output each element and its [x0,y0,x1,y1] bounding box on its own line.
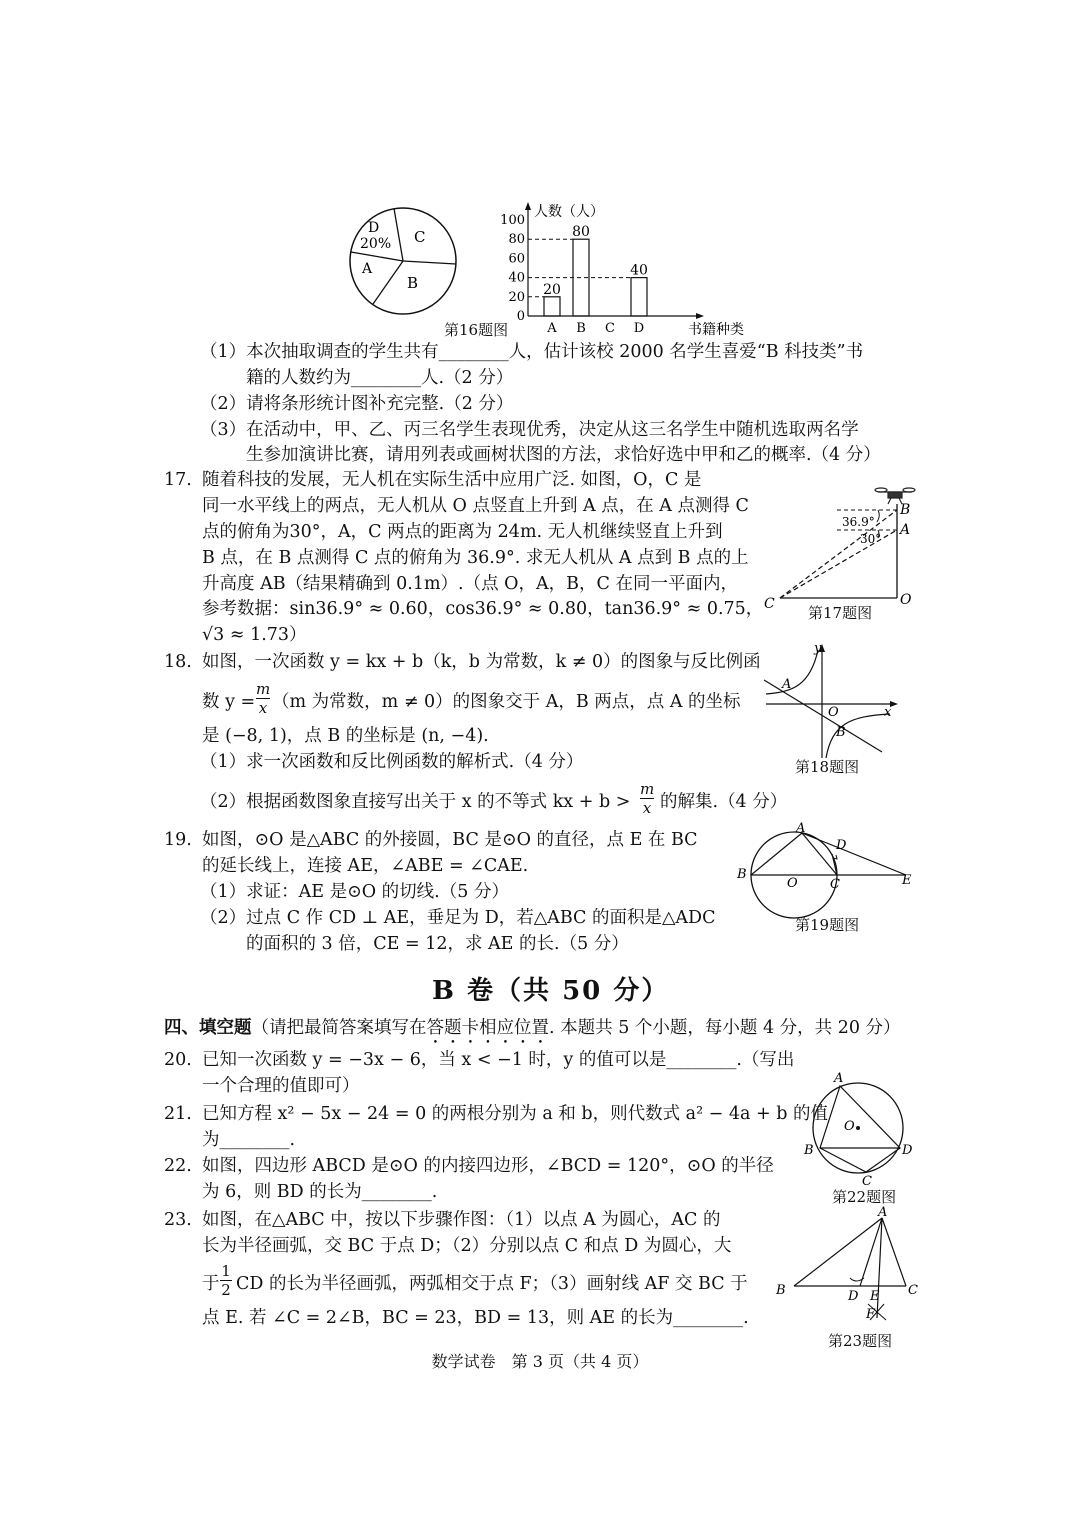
q17-line: B 点，在 B 点测得 C 点的俯角为 36.9°. 求无人机从 A 点到 B 点的上 [202,548,749,568]
fig17-label-a: A [900,522,911,538]
fig23-caption: 第23题图 [828,1332,893,1350]
y-tick-label: 60 [508,251,525,267]
q21-number: 21. [164,1104,192,1124]
bar-value-label: 80 [572,224,590,241]
page-footer: 数学试卷 第 3 页（共 4 页） [431,1352,649,1371]
fig19-circle-diagram [734,820,924,920]
fig17-label-angle2: 30° [860,532,882,546]
q19-line1: 如图，⊙O 是△ABC 的外接圆，BC 是⊙O 的直径，点 E 在 BC [202,830,698,850]
fig17-label-c: C [764,596,775,612]
fig23-construction-diagram [772,1205,922,1332]
pie-label-d: D [368,220,380,236]
x-axis-label: 书籍种类 [688,322,744,338]
fraction-numerator: 1 [221,1262,231,1280]
q23-line3-end: CD 的长为半径画弧，两弧相交于点 F；（3）画射线 AF 交 BC 于 [236,1274,748,1294]
q16-part1-line2: 籍的人数约为________人.（2 分） [246,368,514,388]
fig22-label-b: B [804,1143,814,1158]
fig18-label-b: B [836,725,846,740]
q17-line: 随着科技的发展，无人机在实际生活中应用广泛. 如图，O，C 是 [202,470,702,490]
q23-line2: 长为半径画弧，交 BC 于点 D；（2）分别以点 C 和点 D 为圆心，大 [202,1236,732,1256]
fig19-caption: 第19题图 [795,916,860,934]
q17-line: 参考数据：sin36.9° ≈ 0.60，cos36.9° ≈ 0.80，tan36.9° ≈ 0.75， [202,599,764,619]
q18-part2-start: （2）根据函数图象直接写出关于 x 的不等式 kx + b > [200,792,631,812]
q16-part2: （2）请将条形统计图补充完整.（2 分） [200,394,514,414]
q23-fraction [220,1262,232,1299]
y-tick-label: 80 [508,232,525,248]
q19-line2: 的延长线上，连接 AE，∠ABE = ∠CAE. [202,856,529,876]
q20-number: 20. [164,1050,192,1070]
bar-value-label: 20 [543,281,561,298]
q21-line2: 为________. [202,1130,296,1150]
fig19-label-b: B [737,867,747,882]
fraction-denominator: 2 [221,1281,231,1299]
q22-number: 22. [164,1156,192,1176]
q17-line: √3 ≈ 1.73） [202,625,307,645]
x-tick-label: C [605,321,615,336]
part4-pre: （请把最简答案填写在 [251,1018,427,1038]
q17-line: 升高度 AB（结果精确到 0.1m）.（点 O，A，B，C 在同一平面内， [202,574,738,594]
fig22-label-c: C [862,1174,872,1189]
fraction-numerator: m [256,680,271,698]
fig22-label-d: D [902,1143,913,1158]
bar [544,297,560,316]
fig23-label-d: D [848,1289,859,1304]
fig17-label-b: B [900,502,911,518]
fig19-label-c: C [830,877,840,892]
pie-label-a: A [362,261,373,277]
q16-part3-line2: 生参加演讲比赛，请用列表或画树状图的方法，求恰好选中甲和乙的概率.（4 分） [246,445,881,465]
q16-part1-line1: （1）本次抽取调查的学生共有________人，估计该校 2000 名学生喜爱“B 科技类”书 [200,342,864,362]
q23-line3-start: 于 [202,1274,220,1294]
fraction-denominator: x [258,699,268,717]
q19-part2-line1: （2）过点 C 作 CD ⊥ AE，垂足为 D，若△ABC 的面积是△ADC [200,908,716,928]
fig17-label-o: O [900,592,912,608]
fig19-label-o: O [787,876,798,891]
part4-instructions [164,1016,901,1048]
q18-fraction-2 [640,780,654,817]
fig22-label-a: A [834,1071,844,1086]
q20-line1: 已知一次函数 y = −3x − 6，当 x < −1 时，y 的值可以是________.（写出 [202,1050,795,1070]
q18-line1: 如图，一次函数 y = kx + b（k，b 为常数，k ≠ 0）的图象与反比例函 [202,652,761,672]
fig16-bar-chart [498,198,744,340]
pie-label-pct: 20% [360,236,392,252]
x-axis-arrow [696,313,704,319]
part4-emphasis: 答题卡相应位置 [426,1018,549,1038]
bar-value-label: 40 [630,262,648,279]
q18-line3: 是 (−8, 1)，点 B 的坐标是 (n, −4). [202,726,489,746]
q18-part1: （1）求一次函数和反比例函数的解析式.（4 分） [200,752,584,772]
bar [631,278,647,316]
fig19-label-d: D [836,838,847,853]
q16-part3-line1: （3）在活动中，甲、乙、丙三名学生表现优秀，决定从这三名学生中随机选取两名学 [200,420,859,440]
fig18-label-y: y [814,641,822,656]
pie-label-c: C [414,228,426,246]
pie-label-b: B [407,274,419,292]
section-b-title: B 卷（共 50 分） [432,976,670,1006]
y-tick-label: 100 [500,213,525,228]
x-tick-label: D [633,321,645,336]
fig16-caption: 第16题图 [444,321,509,339]
q18-fraction [256,680,270,717]
y-axis-label: 人数（人） [534,204,604,220]
y-tick-label: 40 [508,270,525,286]
q19-part2-line2: 的面积的 3 倍，CE = 12，求 AE 的长.（5 分） [246,934,629,954]
q23-line4: 点 E. 若 ∠C = 2∠B，BC = 23，BD = 13，则 AE 的长为________. [202,1308,749,1328]
y-tick-label: 0 [516,309,525,324]
fig23-label-a: A [878,1205,888,1220]
fraction-denominator: x [642,799,652,817]
q20-line2: 一个合理的值即可） [202,1076,360,1096]
q22-line2: 为 6，则 BD 的长为________. [202,1182,438,1202]
q23-line1: 如图，在△ABC 中，按以下步骤作图：（1）以点 A 为圆心，AC 的 [202,1210,721,1230]
fig18-label-a: A [782,677,792,692]
fig22-inscribed-quadrilateral [800,1068,920,1189]
fig23-label-c: C [908,1283,918,1298]
q17-line: 同一水平线上的两点，无人机从 O 点竖直上升到 A 点，在 A 点测得 C [202,496,749,516]
part4-heading: 四、填空题 [164,1018,252,1038]
fig18-label-x: x [884,705,892,720]
fig17-label-angle1: 36.9° [842,515,875,529]
fig23-label-b: B [776,1283,786,1298]
x-tick-label: B [576,321,586,336]
x-tick-label: A [547,321,557,336]
q18-line2-end: （m 为常数，m ≠ 0）的图象交于 A，B 两点，点 A 的坐标 [272,692,741,712]
q17-number: 17. [164,470,192,490]
y-axis-arrow [525,202,531,210]
fraction-numerator: m [640,780,655,798]
fig17-caption: 第17题图 [808,604,873,622]
fig19-label-e: E [902,873,912,888]
q18-line2-start: 数 y = [202,692,256,712]
fig23-label-e: E [870,1289,880,1304]
q19-part1: （1）求证：AE 是⊙O 的切线.（5 分） [200,882,509,902]
q19-number: 19. [164,830,192,850]
fig16-pie-chart [346,204,460,318]
q17-line: 点的俯角为30°，A，C 两点的距离为 24m. 无人机继续竖直上升到 [202,522,723,542]
fig23-label-f: F [866,1307,876,1322]
q21-line1: 已知方程 x² − 5x − 24 = 0 的两根分别为 a 和 b，则代数式 a² − 4a + b 的值 [202,1104,829,1124]
fig18-label-o: O [828,705,839,720]
y-tick-label: 20 [508,289,525,305]
fig18-caption: 第18题图 [795,758,860,776]
q23-number: 23. [164,1210,192,1230]
part4-post: . 本题共 5 个小题，每小题 4 分，共 20 分） [549,1018,901,1038]
q22-line1: 如图，四边形 ABCD 是⊙O 的内接四边形，∠BCD = 120°，⊙O 的半径 [202,1156,774,1176]
q18-part2-end: 的解集.（4 分） [660,792,788,812]
fig22-label-o: O [844,1119,855,1134]
fig19-label-a: A [796,821,806,836]
fig22-caption: 第22题图 [832,1188,897,1206]
q18-number: 18. [164,652,192,672]
fig17-drone-diagram [760,480,930,615]
fig18-function-graph [762,640,902,762]
